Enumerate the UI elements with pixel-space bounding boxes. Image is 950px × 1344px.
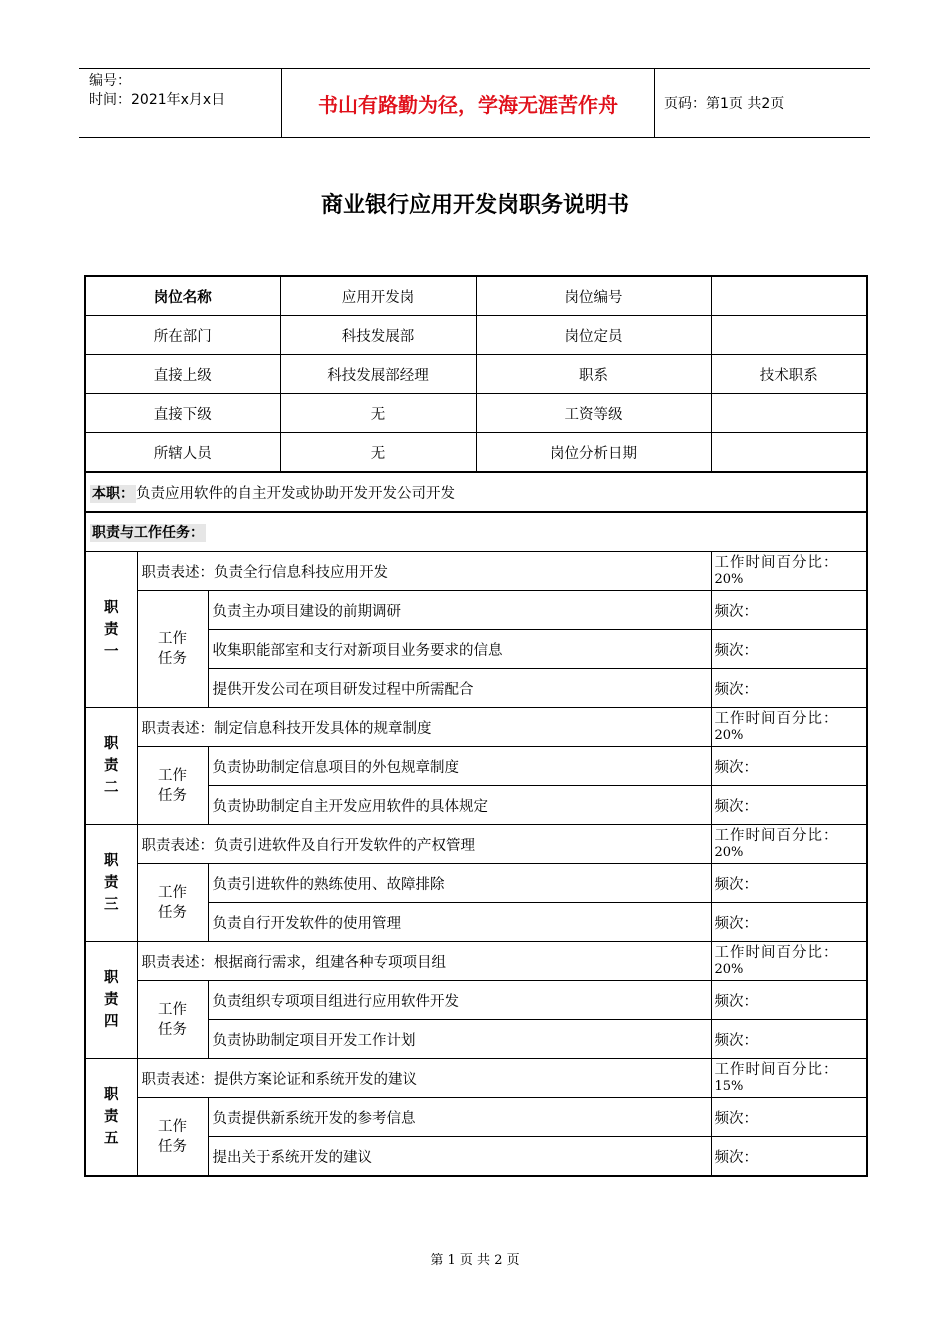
main-duty-label: 本职： [92, 485, 134, 502]
main-duty-row [85, 472, 867, 512]
duty-name: 职 责 二 [85, 708, 137, 825]
info-value: 无 [280, 433, 476, 473]
info-row [85, 433, 867, 473]
info-row [85, 355, 867, 394]
info-row [85, 316, 867, 355]
info-value: 技术职系 [711, 355, 867, 394]
info-row [85, 276, 867, 316]
task-row [85, 864, 867, 903]
duties-heading-row [85, 512, 867, 552]
main-duty-text: 负责应用软件的自主开发或协助开发开发公司开发 [136, 485, 455, 502]
task-row [85, 981, 867, 1020]
duties-heading: 职责与工作任务： [92, 525, 204, 541]
task-text: 负责主办项目建设的前期调研 [208, 591, 711, 630]
info-label: 所在部门 [85, 316, 280, 355]
task-label: 工作 任务 [137, 591, 208, 708]
task-frequency: 频次： [711, 669, 867, 708]
task-label: 工作 任务 [137, 747, 208, 825]
info-value [711, 316, 867, 355]
task-text: 负责协助制定自主开发应用软件的具体规定 [208, 786, 711, 825]
task-frequency: 频次： [711, 981, 867, 1020]
info-label: 岗位编号 [476, 276, 711, 316]
info-value [711, 276, 867, 316]
page-header [79, 68, 870, 138]
info-label: 职系 [476, 355, 711, 394]
header-meta [79, 69, 281, 137]
serial-label: 编号： [89, 73, 131, 89]
duty-description-row [85, 708, 867, 747]
duty-description-row [85, 552, 867, 591]
date-label: 时间：2021年x月x日 [89, 92, 226, 108]
task-frequency: 频次： [711, 864, 867, 903]
duty-description: 职责表述：负责引进软件及自行开发软件的产权管理 [137, 825, 711, 864]
duty-name: 职 责 四 [85, 942, 137, 1059]
duty-description-row [85, 825, 867, 864]
duty-description-row [85, 942, 867, 981]
task-text: 负责组织专项项目组进行应用软件开发 [208, 981, 711, 1020]
task-text: 收集职能部室和支行对新项目业务要求的信息 [208, 630, 711, 669]
duty-description-row [85, 1059, 867, 1098]
task-row [85, 1098, 867, 1137]
duty-percent: 工作时间百分比： 20% [711, 552, 867, 591]
info-label: 所辖人员 [85, 433, 280, 473]
job-description-table [84, 275, 868, 1177]
task-frequency: 频次： [711, 630, 867, 669]
info-label: 直接下级 [85, 394, 280, 433]
info-value: 应用开发岗 [280, 276, 476, 316]
task-frequency: 频次： [711, 1137, 867, 1177]
task-text: 负责提供新系统开发的参考信息 [208, 1098, 711, 1137]
task-text: 提供开发公司在项目研发过程中所需配合 [208, 669, 711, 708]
task-row [85, 591, 867, 630]
duty-description: 职责表述：负责全行信息科技应用开发 [137, 552, 711, 591]
info-label: 岗位分析日期 [476, 433, 711, 473]
duty-description: 职责表述：提供方案论证和系统开发的建议 [137, 1059, 711, 1098]
task-row [85, 747, 867, 786]
info-value: 科技发展部经理 [280, 355, 476, 394]
task-frequency: 频次： [711, 903, 867, 942]
duty-description: 职责表述：根据商行需求，组建各种专项项目组 [137, 942, 711, 981]
task-text: 负责协助制定项目开发工作计划 [208, 1020, 711, 1059]
task-label: 工作 任务 [137, 1098, 208, 1177]
info-label: 岗位定员 [476, 316, 711, 355]
task-frequency: 频次： [711, 747, 867, 786]
info-value [711, 394, 867, 433]
header-page-info: 页码：第1页 共2页 [664, 96, 785, 112]
duty-percent: 工作时间百分比： 20% [711, 825, 867, 864]
header-motto: 书山有路勤为径，学海无涯苦作舟 [281, 69, 655, 137]
duty-percent: 工作时间百分比： 20% [711, 708, 867, 747]
info-value: 无 [280, 394, 476, 433]
task-label: 工作 任务 [137, 981, 208, 1059]
task-frequency: 频次： [711, 591, 867, 630]
duty-percent: 工作时间百分比： 20% [711, 942, 867, 981]
task-text: 负责引进软件的熟练使用、故障排除 [208, 864, 711, 903]
page-footer: 第 1 页 共 2 页 [430, 1253, 520, 1268]
task-text: 负责协助制定信息项目的外包规章制度 [208, 747, 711, 786]
task-text: 负责自行开发软件的使用管理 [208, 903, 711, 942]
info-label: 直接上级 [85, 355, 280, 394]
duty-description: 职责表述：制定信息科技开发具体的规章制度 [137, 708, 711, 747]
task-frequency: 频次： [711, 786, 867, 825]
task-frequency: 频次： [711, 1098, 867, 1137]
task-label: 工作 任务 [137, 864, 208, 942]
duty-percent: 工作时间百分比： 15% [711, 1059, 867, 1098]
task-frequency: 频次： [711, 1020, 867, 1059]
info-value [711, 433, 867, 473]
duty-name: 职 责 五 [85, 1059, 137, 1177]
info-value: 科技发展部 [280, 316, 476, 355]
duty-name: 职 责 一 [85, 552, 137, 708]
duty-name: 职 责 三 [85, 825, 137, 942]
info-label: 工资等级 [476, 394, 711, 433]
task-text: 提出关于系统开发的建议 [208, 1137, 711, 1177]
document-title: 商业银行应用开发岗职务说明书 [320, 193, 629, 218]
info-row [85, 394, 867, 433]
info-label: 岗位名称 [85, 276, 280, 316]
